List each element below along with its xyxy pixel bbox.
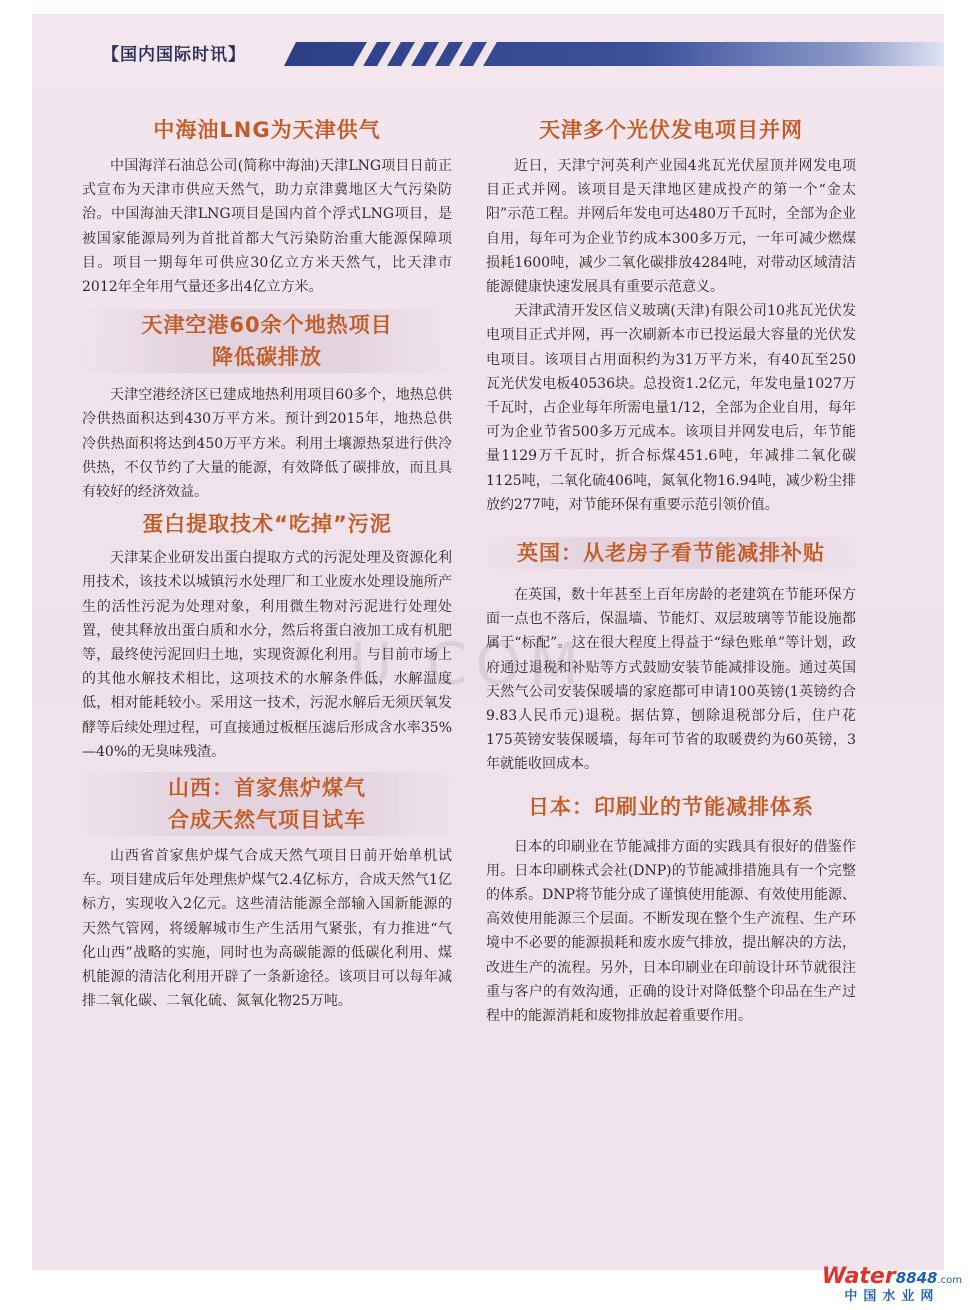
- article-title-line: 合成天然气项目试车: [168, 808, 366, 833]
- left-column: [82, 100, 452, 1013]
- logo-word: Water: [821, 1264, 896, 1289]
- logo-suffix: .com: [937, 1275, 962, 1286]
- logo-chinese: 中国水业网: [844, 1289, 940, 1304]
- article-title-line: 蛋白提取技术“吃掉”污泥: [142, 512, 392, 537]
- article-paragraph: 日本的印刷业在节能减排方面的实践具有很好的借鉴作用。日本印刷株式会社(DNP)的节能减排措施具有一个完整的体系。DNP将节能分成了谨慎使用能源、有效使用能源、高效使用能源三个层面。不断发现在整个生产流程、生产环境中不必要的能源损耗和废水废气排放，提出解决的方法，改进生产的流程。另外，日本印刷业在印前设计环节就很注重与客户的有效沟通，正确的设计对降低整个印品在生产过程中的能源消耗和废物排放起着重要作用。: [486, 838, 856, 1025]
- article-paragraph: 天津空港经济区已建成地热利用项目60多个，地热总供冷供热面积达到430万平方米。预计到2015年，地热总供冷供热面积将达到450万平方米。利用土壤源热泵进行供冷供热，不仅节约了大量的能源，有效降低了碳排放，而且具有较好的经济效益。: [82, 387, 452, 501]
- article-paragraph: 在英国，数十年甚至上百年房龄的老建筑在节能环保方面一点也不落后，保温墙、节能灯、双层玻璃等节能设施都属于“标配”。这在很大程度上得益于“绿色账单”等计划，政府通过退税和补贴等方式鼓励安装节能减排设施。通过英国天然气公司安装保暖墙的家庭都可申请100英镑(1英镑约合9.83人民币元)退税。据估算，刨除退税部分后，住户花175英镑安装保暖墙，每年可节省的取暖费约为60英镑，3年就能收回成本。: [486, 587, 856, 773]
- article-title: [486, 114, 856, 146]
- article-title: [82, 309, 452, 373]
- article-paragraph: 山西省首家焦炉煤气合成天然气项目日前开始单机试车。项目建成后年处理焦炉煤气2.4亿标方，合成天然气1亿标方，实现收入2亿元。这些清洁能源全部输入国新能源的天然气管网，将缓解城市生产生活用气紧张，有力推进“气化山西”战略的实施，同时也为高碳能源的低碳化利用、煤机能源的清洁化利用开辟了一条新途径。该项目可以每年减排二氧化碳、二氧化硫、氮氧化物25万吨。: [82, 848, 452, 1010]
- article-title-line: 降低碳排放: [212, 345, 322, 370]
- article-title-line: 天津多个光伏发电项目并网: [539, 118, 803, 142]
- section-tag: 【国内国际时讯】: [102, 45, 246, 65]
- right-column: [486, 100, 856, 1028]
- article-paragraph: 中国海洋石油总公司(简称中海油)天津LNG项目日前正式宣布为天津市供应天然气，助力京津冀地区大气污染防治。中国海油天津LNG项目是国内首个浮式LNG项目，是被国家能源局列为首批首都大气污染防治重大能源保障项目。项目一期每年可供应30亿立方米天然气，比天津市2012年全年用气量还多出4亿立方米。: [82, 158, 452, 296]
- article-title-line: 天津空港60余个地热项目: [141, 313, 393, 338]
- section-banner: [32, 24, 944, 64]
- logo-number: 8848: [895, 1269, 938, 1287]
- watermark: U.COM: [350, 630, 588, 698]
- article: [486, 114, 856, 517]
- article: [82, 772, 452, 1013]
- article-title-line: 山西：首家焦炉煤气: [168, 776, 366, 801]
- article: [82, 508, 452, 764]
- article-title: [82, 772, 452, 836]
- article-title: [82, 508, 452, 540]
- article: [486, 791, 856, 1029]
- article-title-line: 英国：从老房子看节能减排补贴: [517, 541, 825, 566]
- site-logo: [822, 1264, 962, 1304]
- article-paragraph: 天津武清开发区信义玻璃(天津)有限公司10兆瓦光伏发电项目正式并网，再一次刷新本市已投运最大容量的光伏发电项目。该项目占用面积约为31万平方米，有40瓦至250瓦光伏发电板40536块。总投资1.2亿元，年发电量1027万千瓦时，占企业每年所需电量1/12，全部为企业自用，每年可为企业节省500多万元成本。该项目并网发电后，年节能量1129万千瓦时，折合标煤451.6吨，年减排二氧化碳1125吨，二氧化硫406吨，氮氧化物16.94吨，减少粉尘排放约277吨，对节能环保有重要示范引领价值。: [486, 303, 856, 513]
- article: [82, 114, 452, 299]
- article-paragraph: 天津某企业研发出蛋白提取方式的污泥处理及资源化利用技术，该技术以城镇污水处理厂和工业废水处理设施所产生的活性污泥为处理对象，利用微生物对污泥进行处理处置，使其释放出蛋白质和水分，然后将蛋白液加工成有机肥等，最终使污泥回归土地，实现资源化利用。与目前市场上的其他水解技术相比，这项技术的水解条件低，水解温度低，相对能耗较小。采用这一技术，污泥水解后无须厌氧发酵等后续处理过程，可直接通过板框压滤后形成含水率35%—40%的无臭味残渣。: [82, 550, 452, 760]
- article-title: [486, 791, 856, 823]
- article: [82, 309, 452, 504]
- article-title: [486, 537, 856, 569]
- article-title-line: 日本：印刷业的节能减排体系: [528, 794, 814, 819]
- article: [486, 537, 856, 777]
- article-title-line: 中海油LNG为天津供气: [153, 118, 381, 142]
- article-title: [82, 114, 452, 146]
- article-paragraph: 近日，天津宁河英利产业园4兆瓦光伏屋顶并网发电项目正式并网。该项目是天津地区建成投产的第一个“金太阳”示范工程。并网后年发电可达480万千瓦时，全部为企业自用，每年可为企业节约成本300多万元，一年可减少燃煤损耗1600吨，减少二氧化碳排放4284吨，对带动区域清洁能源健康快速发展具有重要示范意义。: [486, 158, 856, 296]
